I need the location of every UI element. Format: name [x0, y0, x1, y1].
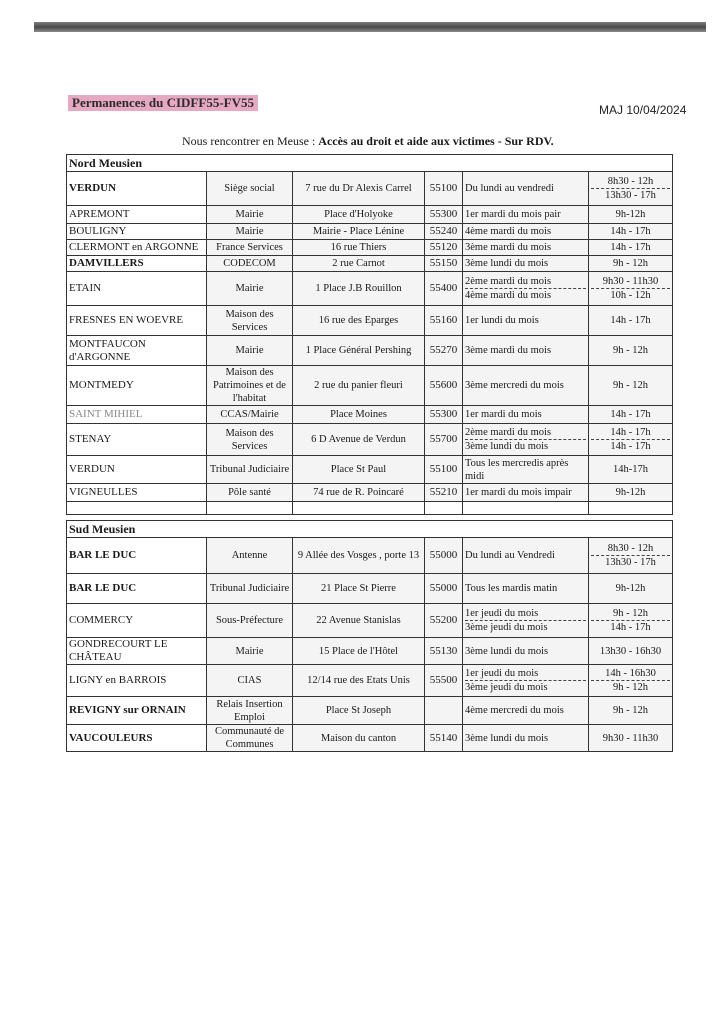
day-cell-line: 1er jeudi du mois — [465, 668, 539, 679]
table-row — [67, 206, 673, 224]
scan-edge — [34, 22, 706, 32]
hours-cell — [589, 366, 673, 406]
hours-cell — [589, 272, 673, 306]
intro-bold: Accès au droit et aide aux victimes - Sur RDV. — [318, 134, 554, 148]
table-row — [67, 406, 673, 424]
hours-cell — [589, 256, 673, 272]
hours-cell-line: 9h - 12h — [613, 345, 648, 356]
city-cell: STENAY — [67, 424, 207, 456]
day-cell-line: 4ème mardi du mois — [465, 226, 552, 237]
empty-cell — [463, 502, 589, 515]
city-cell: GONDRECOURT LE CHÂTEAU — [67, 638, 207, 665]
address-cell: 16 rue des Eparges — [293, 306, 425, 336]
postcode-cell: 55600 — [425, 366, 463, 406]
day-cell-line: 3ème lundi du mois — [465, 258, 549, 269]
address-cell: Place d'Holyoke — [293, 206, 425, 224]
day-cell — [463, 206, 589, 224]
hours-cell-line: 14h - 17h — [610, 409, 651, 420]
day-cell-line: Du lundi au Vendredi — [465, 550, 555, 561]
hours-cell-line: 8h30 - 12h — [607, 176, 654, 187]
hours-cell-line: 9h - 12h — [613, 608, 648, 619]
city-cell: ETAIN — [67, 272, 207, 306]
hours-cell — [589, 336, 673, 366]
address-cell: 1 Place Général Pershing — [293, 336, 425, 366]
address-cell: 9 Allée des Vosges , porte 13 — [293, 538, 425, 574]
day-cell-line: 2ème mardi du mois — [465, 427, 552, 438]
address-cell: 21 Place St Pierre — [293, 574, 425, 604]
day-cell — [463, 256, 589, 272]
hours-cell-line: 9h - 12h — [591, 680, 670, 694]
section-header-row — [67, 521, 673, 538]
table-row — [67, 574, 673, 604]
hours-cell-line: 13h30 - 17h — [591, 188, 670, 202]
hours-cell-line: 14h - 16h30 — [605, 668, 656, 679]
table-row — [67, 725, 673, 752]
hours-cell — [589, 456, 673, 484]
day-cell-line: 3ème lundi du mois — [465, 439, 586, 453]
hours-cell-line: 14h - 17h — [591, 439, 670, 453]
table-row — [67, 240, 673, 256]
venue-cell: Pôle santé — [207, 484, 293, 502]
day-cell — [463, 306, 589, 336]
hours-cell — [589, 665, 673, 697]
section-label: Nord Meusien — [67, 155, 673, 172]
day-cell-line: Du lundi au vendredi — [465, 183, 554, 194]
day-cell — [463, 697, 589, 725]
venue-cell: Sous-Préfecture — [207, 604, 293, 638]
city-cell: MONTFAUCON d'ARGONNE — [67, 336, 207, 366]
address-cell: Mairie - Place Lénine — [293, 224, 425, 240]
hours-cell — [589, 638, 673, 665]
hours-cell — [589, 424, 673, 456]
city-cell: VERDUN — [67, 172, 207, 206]
venue-cell: Antenne — [207, 538, 293, 574]
city-cell: COMMERCY — [67, 604, 207, 638]
postcode-cell: 55130 — [425, 638, 463, 665]
city-cell: REVIGNY sur ORNAIN — [67, 697, 207, 725]
hours-cell — [589, 538, 673, 574]
day-cell-line: 3ème mardi du mois — [465, 345, 552, 356]
empty-cell — [207, 502, 293, 515]
postcode-cell: 55700 — [425, 424, 463, 456]
address-cell: 22 Avenue Stanislas — [293, 604, 425, 638]
hours-cell — [589, 574, 673, 604]
address-cell: 16 rue Thiers — [293, 240, 425, 256]
postcode-cell: 55300 — [425, 206, 463, 224]
day-cell-line: 1er mardi du mois — [465, 409, 542, 420]
postcode-cell: 55500 — [425, 665, 463, 697]
venue-cell: CCAS/Mairie — [207, 406, 293, 424]
address-cell: Place St Paul — [293, 456, 425, 484]
day-cell-line: 3ème lundi du mois — [465, 732, 549, 744]
table-row — [67, 172, 673, 206]
postcode-cell: 55140 — [425, 725, 463, 752]
hours-cell-line: 9h30 - 11h30 — [602, 732, 659, 744]
hours-cell-line: 14h - 17h — [610, 315, 651, 326]
postcode-cell: 55000 — [425, 574, 463, 604]
postcode-cell: 55160 — [425, 306, 463, 336]
south-table — [66, 520, 673, 752]
empty-cell — [589, 502, 673, 515]
hours-cell — [589, 206, 673, 224]
hours-cell — [589, 224, 673, 240]
venue-cell: Maison des Services — [207, 424, 293, 456]
day-cell — [463, 272, 589, 306]
day-cell — [463, 424, 589, 456]
postcode-cell: 55100 — [425, 172, 463, 206]
intro-text — [182, 134, 554, 149]
table-row — [67, 484, 673, 502]
address-cell: 6 D Avenue de Verdun — [293, 424, 425, 456]
hours-cell-line: 14h - 17h — [610, 226, 651, 237]
venue-cell: Tribunal Judiciaire — [207, 574, 293, 604]
day-cell-line: 1er lundi du mois — [465, 315, 539, 326]
hours-cell-line: 9h-12h — [615, 583, 646, 594]
city-cell: MONTMEDY — [67, 366, 207, 406]
address-cell: 1 Place J.B Rouillon — [293, 272, 425, 306]
day-cell — [463, 336, 589, 366]
day-cell-line: 3ème mercredi du mois — [465, 380, 564, 391]
city-cell: SAINT MIHIEL — [67, 406, 207, 424]
day-cell — [463, 240, 589, 256]
day-cell-line: 3ème jeudi du mois — [465, 680, 586, 694]
postcode-cell: 55120 — [425, 240, 463, 256]
postcode-cell: 55400 — [425, 272, 463, 306]
hours-cell-line: 9h - 12h — [613, 705, 648, 716]
venue-cell: CODECOM — [207, 256, 293, 272]
table-row — [67, 456, 673, 484]
city-cell: VIGNEULLES — [67, 484, 207, 502]
postcode-cell: 55200 — [425, 604, 463, 638]
hours-cell — [589, 406, 673, 424]
day-cell — [463, 172, 589, 206]
hours-cell — [589, 725, 673, 752]
day-cell — [463, 406, 589, 424]
day-cell-line: Tous les mardis matin — [465, 583, 558, 594]
empty-cell — [425, 502, 463, 515]
venue-cell: Siège social — [207, 172, 293, 206]
city-cell: VERDUN — [67, 456, 207, 484]
address-cell: 74 rue de R. Poincaré — [293, 484, 425, 502]
venue-cell: Maison des Services — [207, 306, 293, 336]
postcode-cell: 55210 — [425, 484, 463, 502]
venue-cell: Tribunal Judiciaire — [207, 456, 293, 484]
hours-cell-line: 10h - 12h — [591, 288, 670, 302]
city-cell: CLERMONT en ARGONNE — [67, 240, 207, 256]
day-cell — [463, 224, 589, 240]
day-cell — [463, 604, 589, 638]
day-cell-line: 4ème mercredi du mois — [465, 705, 564, 716]
day-cell-line: 1er mardi du mois pair — [465, 209, 561, 220]
hours-cell-line: 13h30 - 17h — [591, 555, 670, 569]
table-row — [67, 256, 673, 272]
address-cell: Place St Joseph — [293, 697, 425, 725]
day-cell — [463, 574, 589, 604]
table-row — [67, 272, 673, 306]
hours-cell-line: 14h - 17h — [610, 427, 651, 438]
day-cell — [463, 456, 589, 484]
address-cell: 15 Place de l'Hôtel — [293, 638, 425, 665]
postcode-cell: 55100 — [425, 456, 463, 484]
hours-cell-line: 9h - 12h — [613, 380, 648, 391]
venue-cell: Maison des Patrimoines et de l'habitat — [207, 366, 293, 406]
table-row — [67, 306, 673, 336]
hours-cell-line: 14h - 17h — [610, 242, 651, 253]
venue-cell: Communauté de Communes — [207, 725, 293, 752]
day-cell — [463, 484, 589, 502]
empty-cell — [293, 502, 425, 515]
venue-cell: France Services — [207, 240, 293, 256]
address-cell: 2 rue Carnot — [293, 256, 425, 272]
hours-cell-line: 14h - 17h — [591, 620, 670, 634]
venue-cell: Mairie — [207, 272, 293, 306]
venue-cell: Mairie — [207, 336, 293, 366]
hours-cell-line: 9h30 - 11h30 — [602, 276, 659, 287]
hours-cell-line: 14h-17h — [613, 464, 648, 475]
day-cell-line: 3ème jeudi du mois — [465, 620, 586, 634]
day-cell-line: 1er mardi du mois impair — [465, 487, 572, 498]
city-cell: FRESNES EN WOEVRE — [67, 306, 207, 336]
hours-cell-line: 9h-12h — [615, 487, 646, 498]
city-cell: APREMONT — [67, 206, 207, 224]
postcode-cell: 55000 — [425, 538, 463, 574]
city-cell: BAR LE DUC — [67, 538, 207, 574]
venue-cell: Relais Insertion Emploi — [207, 697, 293, 725]
table-row — [67, 638, 673, 665]
hours-cell-line: 9h - 12h — [613, 258, 648, 269]
table-row — [67, 366, 673, 406]
day-cell-line: Tous les mercredis après midi — [465, 457, 569, 482]
table-row — [67, 665, 673, 697]
hours-cell-line: 9h-12h — [615, 209, 646, 220]
hours-cell — [589, 604, 673, 638]
north-table — [66, 154, 673, 515]
section-header-row — [67, 155, 673, 172]
postcode-cell: 55150 — [425, 256, 463, 272]
postcode-cell: 55300 — [425, 406, 463, 424]
empty-cell — [67, 502, 207, 515]
day-cell-line: 3ème lundi du mois — [465, 645, 549, 657]
table-row — [67, 697, 673, 725]
day-cell — [463, 665, 589, 697]
postcode-cell: 55240 — [425, 224, 463, 240]
day-cell — [463, 638, 589, 665]
hours-cell-line: 8h30 - 12h — [607, 543, 654, 554]
address-cell: 12/14 rue des Etats Unis — [293, 665, 425, 697]
city-cell: BAR LE DUC — [67, 574, 207, 604]
venue-cell: CIAS — [207, 665, 293, 697]
hours-cell-line: 13h30 - 16h30 — [599, 645, 662, 657]
venue-cell: Mairie — [207, 638, 293, 665]
table-row — [67, 336, 673, 366]
table-row — [67, 424, 673, 456]
city-cell: LIGNY en BARROIS — [67, 665, 207, 697]
hours-cell — [589, 697, 673, 725]
page-title: Permanences du CIDFF55-FV55 — [68, 95, 258, 111]
address-cell: 7 rue du Dr Alexis Carrel — [293, 172, 425, 206]
day-cell-line: 1er jeudi du mois — [465, 608, 539, 619]
intro-lead: Nous rencontrer en Meuse : — [182, 134, 316, 148]
table-row — [67, 538, 673, 574]
city-cell: BOULIGNY — [67, 224, 207, 240]
hours-cell — [589, 240, 673, 256]
day-cell — [463, 366, 589, 406]
address-cell: Maison du canton — [293, 725, 425, 752]
day-cell — [463, 725, 589, 752]
address-cell: 2 rue du panier fleuri — [293, 366, 425, 406]
empty-row — [67, 502, 673, 515]
table-row — [67, 604, 673, 638]
section-label: Sud Meusien — [67, 521, 673, 538]
update-date: MAJ 10/04/2024 — [599, 103, 687, 117]
city-cell: VAUCOULEURS — [67, 725, 207, 752]
address-cell: Place Moines — [293, 406, 425, 424]
venue-cell: Mairie — [207, 206, 293, 224]
venue-cell: Mairie — [207, 224, 293, 240]
hours-cell — [589, 484, 673, 502]
day-cell — [463, 538, 589, 574]
postcode-cell: 55270 — [425, 336, 463, 366]
hours-cell — [589, 306, 673, 336]
city-cell: DAMVILLERS — [67, 256, 207, 272]
hours-cell — [589, 172, 673, 206]
day-cell-line: 2ème mardi du mois — [465, 276, 552, 287]
table-row — [67, 224, 673, 240]
day-cell-line: 3ème mardi du mois — [465, 242, 552, 253]
day-cell-line: 4ème mardi du mois — [465, 288, 586, 302]
postcode-cell — [425, 697, 463, 725]
